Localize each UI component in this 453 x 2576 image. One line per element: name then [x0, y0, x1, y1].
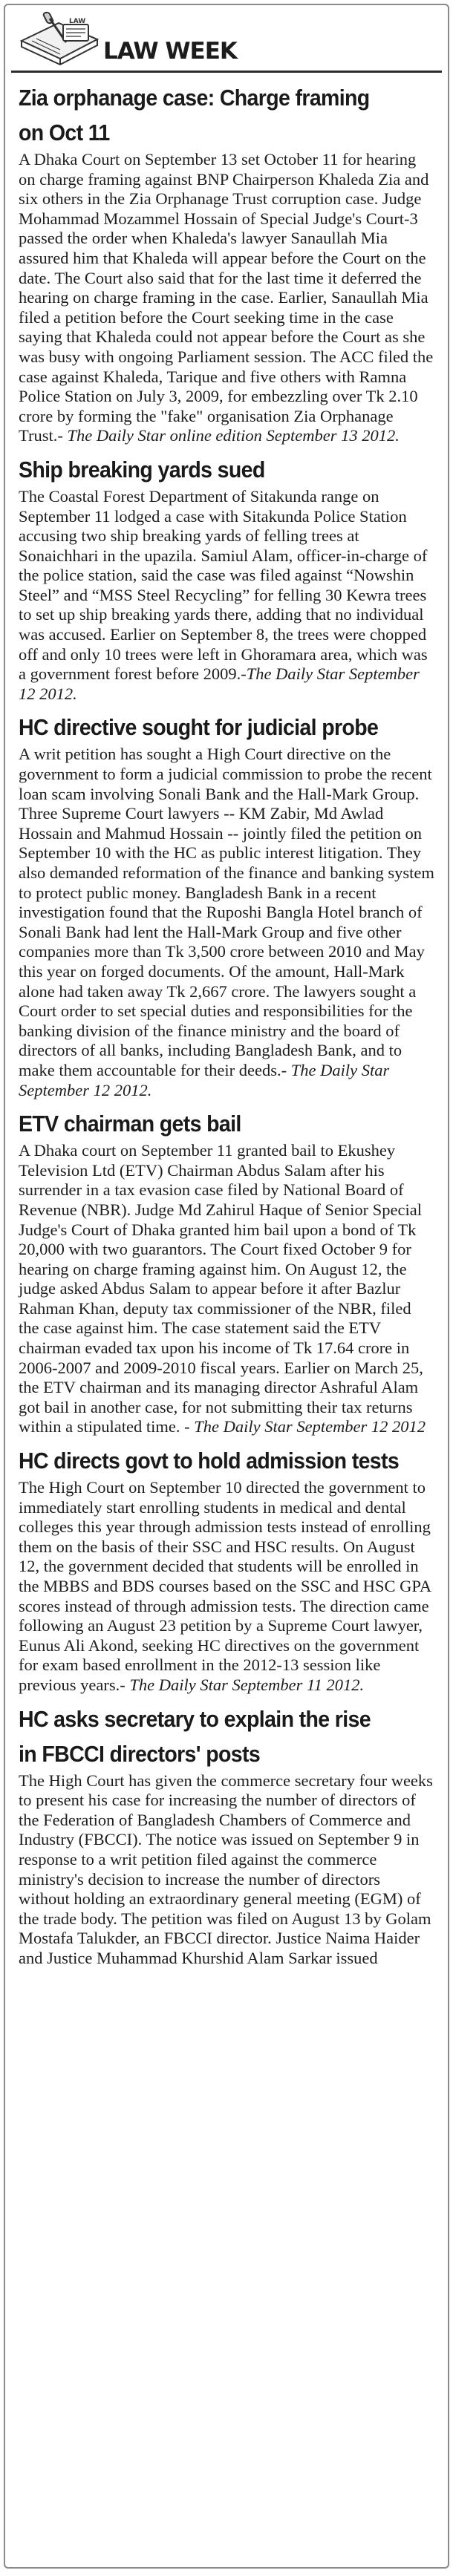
- article-source: The Daily Star September 11 2012.: [129, 1675, 365, 1694]
- article-admission-tests: [19, 1443, 434, 1696]
- article-source: The Daily Star September 12 2012: [194, 1417, 426, 1436]
- article-text: The High Court on September 10 directed the government to immediately start enrolling students in medical and dental colleges this year through admission tests instead of enrolling them on the basis of their SSC and HSC results. On August 12, the government decided that students will be enrolled in the MBBS and BDS courses based on the SSC and HSC GPA scores instead of through admission tests. The direction came following an August 23 petition by a Supreme Court lawyer, Eunus Ali Akond, seeking HC directives on the government for exam based enrollment in the 2012-13 session like previous years.-: [19, 1478, 431, 1694]
- headline-line: Zia orphanage case: Charge framing: [19, 85, 370, 111]
- article-body: [19, 487, 434, 705]
- headline-line: in FBCCI directors' posts: [19, 1740, 261, 1767]
- section-title: LAW WEEK: [103, 38, 237, 65]
- headline-line: HC directs govt to hold admission tests: [19, 1448, 400, 1474]
- article-judicial-probe: [19, 710, 434, 1100]
- article-body: [19, 1771, 434, 1969]
- article-body: [19, 745, 434, 1100]
- article-body: [19, 1478, 434, 1696]
- article-source: The Daily Star September 12 2012.: [19, 1060, 390, 1099]
- article-text: A Dhaka Court on September 13 set October 11 for hearing on charge framing against BNP Chairperson Khaleda Zia and six others in the Zia Orphanage Trust corruption case. Judge Mohammad Mozammel Hossain of Special Judge's Court-3 passed the order when Khaleda's lawyer Sanaullah Mia assured him that Khaleda will appear before the Court on the date. The Court also said that for the last time it deferred the hearing on charge framing in the case. Earlier, Sanaullah Mia filed a petition before the Court seeking time in the case saying that Khaleda could not appear before the Court as she was busy with ongoing Parliament session. The ACC filed the case against Khaleda, Tarique and five others with Ramna Police Station on July 3, 2009, for embezzling over Tk 2.10 crore by forming the "fake" organisation Zia Orphanage Trust.-: [19, 150, 434, 445]
- article-body: [19, 150, 434, 446]
- section-header: [11, 5, 442, 73]
- headline-line: Ship breaking yards sued: [19, 456, 265, 483]
- article-fbcci-directors: [19, 1701, 434, 1969]
- article-ship-breaking: [19, 452, 434, 705]
- law-week-page: [4, 4, 449, 2569]
- svg-text:LAW: LAW: [69, 18, 86, 25]
- articles-column: [5, 73, 448, 1969]
- article-source: The Daily Star online edition September 13 2012.: [67, 426, 400, 445]
- headline-line: HC directive sought for judicial probe: [19, 714, 379, 741]
- law-book-gavel-icon: [14, 10, 103, 68]
- headline-line: on Oct 11: [19, 120, 110, 146]
- article-etv-bail: [19, 1106, 434, 1437]
- article-body: [19, 1141, 434, 1437]
- article-text: A writ petition has sought a High Court directive on the government to form a judicial commission to probe the recent loan scam involving Sonali Bank and the Hall-Mark Group. Three Supreme Court lawyers -- KM Zabir, Md Awlad Hossain and Mahmud Hossain -- jointly filed the petition on September 10 with the HC as public interest litigation. They also demanded reformation of the finance and banking system to protect public money. Bangladesh Bank in a recent investigation found that the Ruposhi Bangla Hotel branch of Sonali Bank had lent the Hall-Mark Group and five other companies more than Tk 3,500 crore between 2010 and May this year on forged documents. Of the amount, Hall-Mark alone had taken away Tk 2,667 crore. The lawyers sought a Court order to set special duties and responsibilities for the banking division of the finance ministry and the board of directors of all banks, including Bangladesh Bank, and to make them accountable for their deeds.-: [19, 745, 434, 1079]
- article-text: The Coastal Forest Department of Sitakunda range on September 11 lodged a case with Sitakunda Police Station accusing two ship breaking yards of felling trees at Sonaichhari in the upazila. Samiul Alam, officer-in-charge of the police station, said the case was filed against “Nowshin Steel” and “MSS Steel Recycling” for felling 30 Kewra trees to set up ship breaking yards there, adding that no individual was accused. Earlier on September 8, the trees were chopped off and only 10 trees were left in Ghoramara area, which was a government forest before 2009.-: [19, 486, 428, 684]
- headline-line: ETV chairman gets bail: [19, 1111, 241, 1137]
- article-source: The Daily Star September 12 2012.: [19, 664, 420, 703]
- article-text: The High Court has given the commerce secretary four weeks to present his case for increasing the number of directors of the Federation of Bangladesh Chambers of Commerce and Industry (FBCCI). The notice was issued on September 9 in response to a writ petition filed against the commerce ministry's decision to increase the number of directors without holding an extraordinary general meeting (EGM) of the trade body. The petition was filed on August 13 by Golam Mostafa Talukder, an FBCCI director. Justice Naima Haider and Justice Muhammad Khurshid Alam Sarkar issued: [19, 1771, 433, 1967]
- article-zia-orphanage: [19, 80, 434, 446]
- article-text: A Dhaka court on September 11 granted bail to Ekushey Television Ltd (ETV) Chairman Abdus Salam after his surrender in a tax evasion case filed by National Board of Revenue (NBR). Judge Md Zahirul Haque of Senior Special Judge's Court of Dhaka granted him bail upon a bond of Tk 20,000 with two guarantors. The Court fixed October 9 for hearing on charge framing against him. On August 12, the judge asked Abdus Salam to appear before it after Bazlur Rahman Khan, deputy tax commissioner of the NBR, filed the case against him. The case statement said the ETV chairman evaded tax upon his income of Tk 17.64 crore in 2006-2007 and 2009-2010 fiscal years. Earlier on March 25, the ETV chairman and its managing director Ashraful Alam got bail in another case, for not submitting their tax returns within a stipulated time. -: [19, 1141, 423, 1436]
- headline-line: HC asks secretary to explain the rise: [19, 1705, 371, 1732]
